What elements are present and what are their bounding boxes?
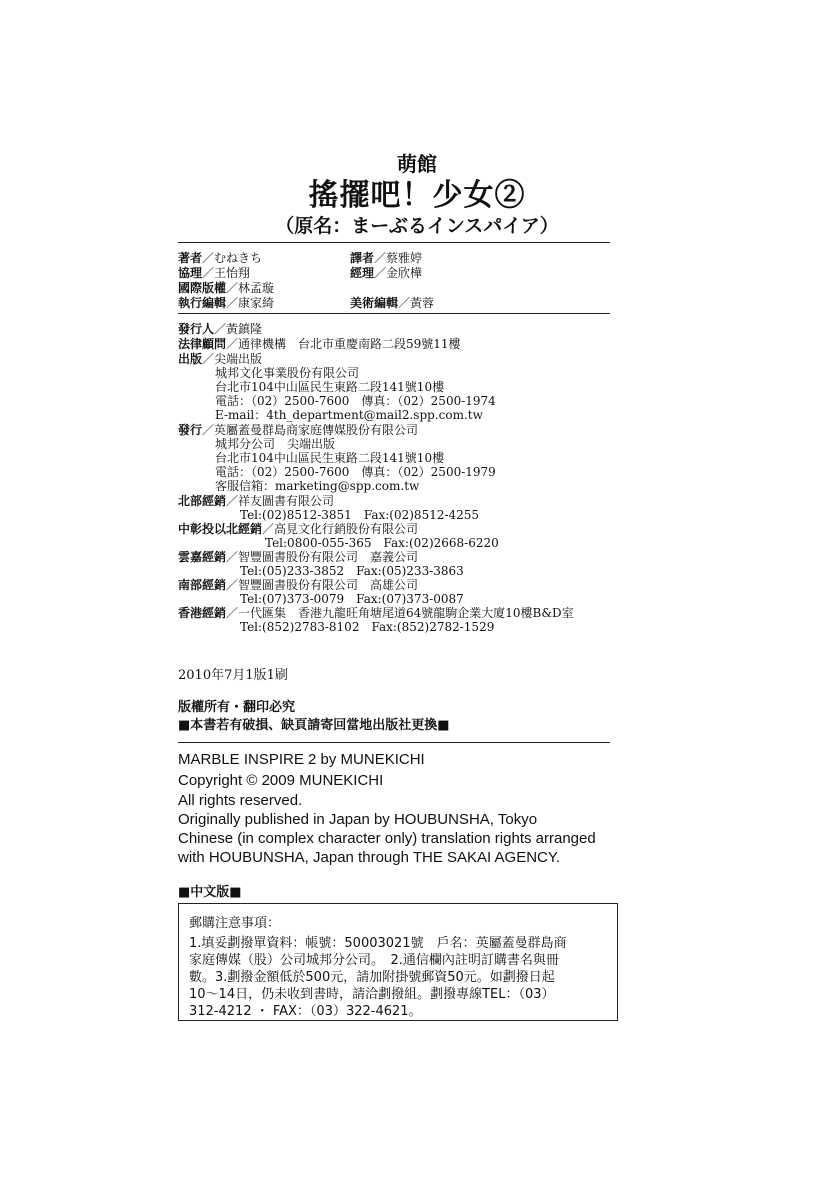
edition-label: ■中文版■ [178, 885, 242, 900]
pub-value: ／尖端出版 [202, 352, 263, 366]
credit-value: ／金欣樺 [374, 266, 423, 280]
pub-line: 電話：（02）2500-7600 傳真：（02）2500-1974 [215, 394, 496, 408]
pub-label: 法律顧問 [178, 337, 227, 351]
pub-contact: Tel:(07)373-0079 Fax:(07)373-0087 [240, 592, 464, 606]
credit-label: 執行編輯 [178, 296, 227, 310]
credit-label: 經理 [350, 266, 375, 280]
pub-line: 電話：（02）2500-7600 傳真：（02）2500-1979 [215, 465, 496, 479]
pub-publisher [178, 352, 262, 366]
pub-hongkong [178, 606, 574, 620]
credit-value: ／むねきち [202, 251, 263, 265]
pub-label: 發行 [178, 423, 203, 437]
notice-line: 10～14日，仍未收到書時，請洽劃撥組。劃撥專線TEL：（03） [189, 987, 555, 1002]
pub-value: ／通律機構 台北市重慶南路二段59號11樓 [226, 337, 461, 351]
credit-value: ／黃蓉 [398, 296, 435, 310]
print-date: 2010年7月1版1刷 [178, 668, 288, 683]
credit-label: 美術編輯 [350, 296, 399, 310]
replacement-notice: ■本書若有破損、缺頁請寄回當地出版社更換■ [178, 718, 450, 733]
english-line: MARBLE INSPIRE 2 by MUNEKICHI [178, 751, 425, 768]
pub-value: ／英屬蓋曼群島商家庭傳媒股份有限公司 [202, 423, 419, 437]
pub-label: 北部經銷 [178, 494, 227, 508]
pub-label: 發行人 [178, 322, 215, 336]
pub-north [178, 494, 334, 508]
english-line: Originally published in Japan by HOUBUNSHA, Tokyo [178, 811, 538, 828]
original-title: （原名：まーぶるインスパイア） [275, 215, 559, 237]
pub-email: E-mail：4th_department@mail2.spp.com.tw [215, 408, 483, 422]
mail-order-notice-box [178, 903, 618, 1021]
pub-contact: Tel:(05)233-3852 Fax:(05)233-3863 [240, 564, 464, 578]
publisher-name: 萌館 [397, 152, 437, 176]
divider [178, 313, 610, 314]
pub-value: ／一代匯集 香港九龍旺角塘尾道64號龍駒企業大廈10樓B&D室 [226, 606, 574, 620]
pub-value: ／高見文化行銷股份有限公司 [262, 522, 419, 536]
credit-art-editor [350, 294, 434, 311]
english-line: All rights reserved. [178, 792, 303, 809]
book-title: 搖擺吧！少女② [308, 178, 526, 213]
credit-manager [350, 264, 422, 281]
notice-line: 312-4212 ・ FAX：（03）322-4621。 [189, 1004, 422, 1019]
pub-south [178, 578, 418, 592]
divider [178, 742, 610, 743]
pub-line: 台北市104中山區民生東路二段141號10樓 [215, 451, 445, 465]
english-line: Chinese (in complex character only) translation rights arranged [178, 830, 596, 847]
pub-line: 城邦文化事業股份有限公司 [215, 366, 360, 380]
pub-value: ／智豐圖書股份有限公司 高雄公司 [226, 578, 419, 592]
pub-email: 客服信箱：marketing@spp.com.tw [215, 479, 420, 493]
notice-title: 郵購注意事項： [189, 916, 281, 931]
pub-contact: Tel:(02)8512-3851 Fax:(02)8512-4255 [240, 508, 480, 522]
english-line: with HOUBUNSHA, Japan through THE SAKAI AGENCY. [178, 849, 561, 866]
credit-value: ／蔡雅婷 [374, 251, 423, 265]
credit-label: 著者 [178, 251, 203, 265]
credit-exec-editor [178, 294, 274, 311]
pub-value: ／祥友圖書有限公司 [226, 494, 335, 508]
pub-label: 香港經銷 [178, 606, 227, 620]
copyright-notice: 版權所有・翻印必究 [178, 700, 296, 715]
english-line: Copyright © 2009 MUNEKICHI [178, 772, 384, 789]
pub-label: 雲嘉經銷 [178, 550, 227, 564]
credit-label: 國際版權 [178, 281, 227, 295]
pub-label: 南部經銷 [178, 578, 227, 592]
pub-line: 城邦分公司 尖端出版 [215, 437, 336, 451]
pub-line: 台北市104中山區民生東路二段141號10樓 [215, 380, 445, 394]
credit-value: ／王怡翔 [202, 266, 251, 280]
notice-line: 數。3.劃撥金額低於500元，請加附掛號郵資50元。如劃撥日起 [189, 970, 555, 985]
pub-contact: Tel:(852)2783-8102 Fax:(852)2782-1529 [240, 620, 495, 634]
pub-value: ／黃鎮隆 [214, 322, 263, 336]
pub-distributor [178, 423, 418, 437]
pub-value: ／智豐圖書股份有限公司 嘉義公司 [226, 550, 419, 564]
pub-label: 中彰投以北經銷 [178, 522, 263, 536]
pub-chiayi [178, 550, 418, 564]
pub-issuer [178, 322, 262, 336]
divider [178, 242, 610, 243]
pub-contact: Tel:0800-055-365 Fax:(02)2668-6220 [265, 536, 499, 550]
notice-line: 家庭傳媒（股）公司城邦分公司。 2.通信欄內註明訂購書名與冊 [189, 953, 559, 968]
credit-label: 譯者 [350, 251, 375, 265]
credit-label: 協理 [178, 266, 203, 280]
pub-legal [178, 337, 461, 351]
notice-line: 1.填妥劃撥單資料：帳號：50003021號 戶名：英屬蓋曼群島商 [189, 936, 567, 951]
pub-central [178, 522, 418, 536]
pub-label: 出版 [178, 352, 203, 366]
credit-value: ／康家綺 [226, 296, 275, 310]
credit-value: ／林孟璇 [226, 281, 275, 295]
